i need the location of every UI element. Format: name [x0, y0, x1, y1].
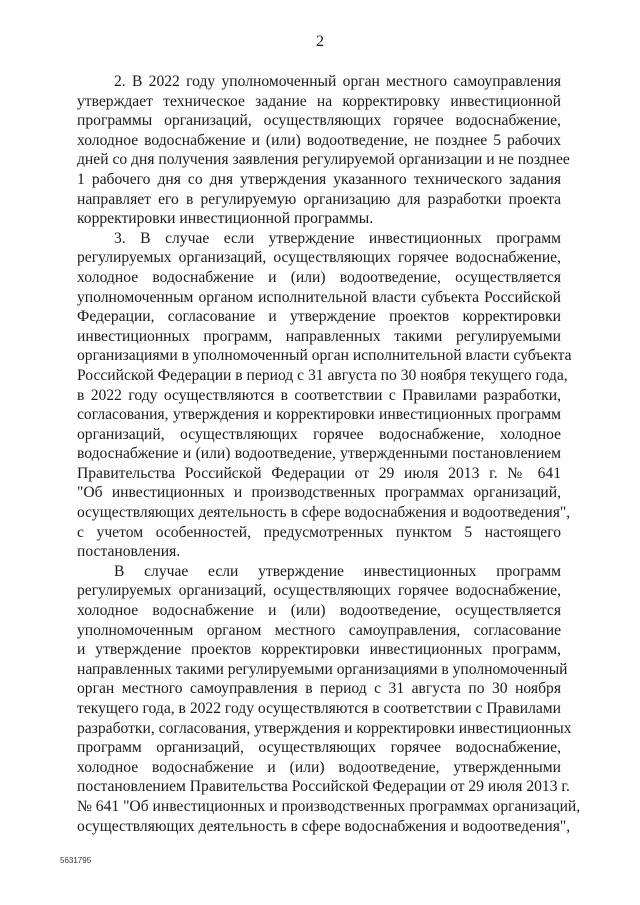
- paragraph-4-line: направленных такими регулируемыми организациями в уполномоченный: [77, 660, 568, 678]
- document-code: 5631795: [60, 856, 92, 865]
- paragraph-2-line: 1 рабочего дня со дня утверждения указанного технического задания: [77, 170, 561, 188]
- paragraph-3-line: Правительства Российской Федерации от 29 июля 2013 г. № 641: [77, 464, 561, 482]
- paragraph-4-line: орган местного самоуправления в период с 31 августа по 30 ноября: [77, 680, 561, 698]
- paragraph-4-line: постановлением Правительства Российской Федерации от 29 июля 2013 г.: [77, 778, 570, 796]
- paragraph-3-line: водоснабжение и (или) водоотведение, утвержденными постановлением: [77, 445, 561, 463]
- paragraph-2-line: программы организаций, осуществляющих горячее водоснабжение,: [77, 112, 561, 130]
- paragraph-3-line: с учетом особенностей, предусмотренных пунктом 5 настоящего: [77, 523, 561, 541]
- paragraph-4-line: В случае если утверждение инвестиционных программ: [114, 562, 561, 580]
- paragraph-3-line: в 2022 году осуществляются в соответствии с Правилами разработки,: [77, 386, 561, 404]
- paragraph-3-line: инвестиционных программ, направленных такими регулируемыми: [77, 327, 561, 345]
- paragraph-4-line: уполномоченным органом местного самоуправления, согласование: [77, 621, 561, 639]
- paragraph-2-line: дней со дня получения заявления регулируемой организации и не позднее: [77, 151, 570, 169]
- paragraph-4-line: осуществляющих деятельность в сфере водоснабжения и водоотведения",: [77, 817, 571, 835]
- paragraph-4-line: холодное водоснабжение и (или) водоотведение, осуществляется: [77, 602, 561, 620]
- page-number: 2: [316, 33, 324, 50]
- paragraph-3-line: регулируемых организаций, осуществляющих горячее водоснабжение,: [77, 249, 561, 267]
- paragraph-3-line: Российской Федерации в период с 31 августа по 30 ноября текущего года,: [77, 366, 568, 384]
- document-body: [77, 72, 581, 836]
- paragraph-3-line: организаций, осуществляющих горячее водоснабжение, холодное: [77, 425, 561, 443]
- paragraph-4-line: № 641 "Об инвестиционных и производственных программах организаций,: [77, 797, 581, 815]
- paragraph-3-line: Федерации, согласование и утверждение проектов корректировки: [77, 308, 561, 326]
- paragraph-2-line: холодное водоснабжение и (или) водоотведение, не позднее 5 рабочих: [77, 131, 561, 149]
- paragraph-3-line: осуществляющих деятельность в сфере водоснабжения и водоотведения",: [77, 504, 571, 522]
- paragraph-3-line: постановления.: [77, 543, 181, 561]
- paragraph-3-line: "Об инвестиционных и производственных программах организаций,: [77, 484, 561, 502]
- paragraph-2-line: корректировки инвестиционной программы.: [77, 210, 374, 228]
- paragraph-3-line: 3. В случае если утверждение инвестиционных программ: [114, 229, 561, 247]
- paragraph-4-line: программ организаций, осуществляющих горячее водоснабжение,: [77, 739, 561, 757]
- paragraph-3-line: организациями в уполномоченный орган исполнительной власти субъекта: [77, 347, 572, 365]
- paragraph-4-line: и утверждение проектов корректировки инвестиционных программ,: [77, 641, 561, 659]
- paragraph-3-line: согласования, утверждения и корректировки инвестиционных программ: [77, 406, 561, 424]
- paragraph-4-line: текущего года, в 2022 году осуществляются в соответствии с Правилами: [77, 700, 561, 717]
- paragraph-2-line: утверждает техническое задание на корректировку инвестиционной: [77, 92, 561, 110]
- paragraph-4-line: регулируемых организаций, осуществляющих горячее водоснабжение,: [77, 582, 561, 600]
- paragraph-4-line: холодное водоснабжение и (или) водоотведение, утвержденными: [77, 758, 561, 776]
- paragraph-4-line: разработки, согласования, утверждения и корректировки инвестиционных: [77, 719, 572, 737]
- paragraph-3-line: уполномоченным органом исполнительной власти субъекта Российской: [77, 288, 561, 306]
- paragraph-2-line: направляет его в регулируемую организацию для разработки проекта: [77, 190, 561, 208]
- paragraph-3-line: холодное водоснабжение и (или) водоотведение, осуществляется: [77, 268, 561, 286]
- paragraph-2-line: 2. В 2022 году уполномоченный орган местного самоуправления: [114, 73, 561, 90]
